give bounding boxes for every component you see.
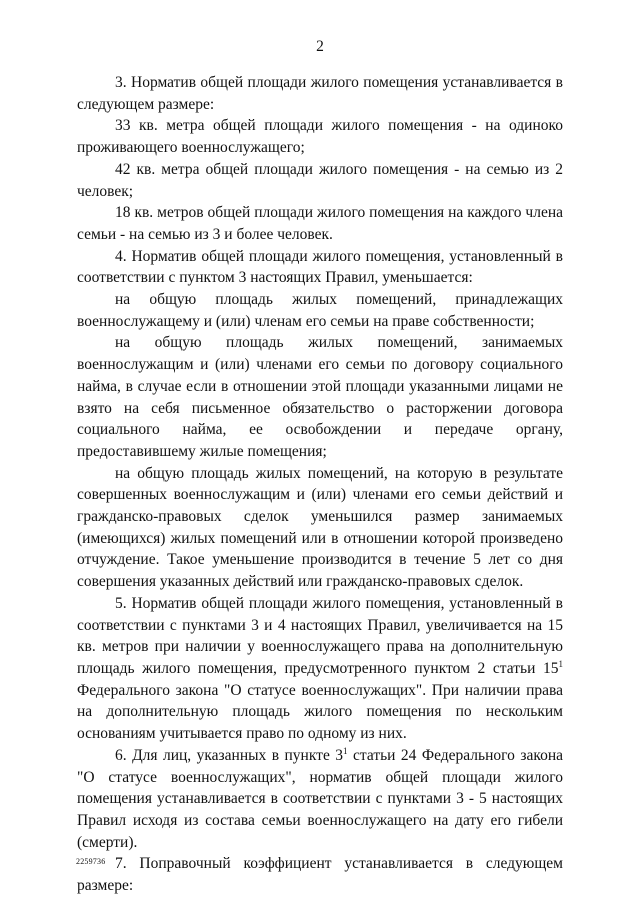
paragraph-3-two-persons: 42 кв. метра общей площади жилого помещения - на семью из 2 человек; (77, 160, 563, 200)
paragraph-3-three-plus: 18 кв. метров общей площади жилого помещения на каждого члена семьи - на семью из 3 и более человек. (77, 204, 563, 243)
paragraph-3-single: 33 кв. метра общей площади жилого помещения - на одиноко проживающего военнослужащего; (77, 117, 563, 157)
document-body (77, 72, 563, 897)
paragraph-4-social-lease: на общую площадь жилых помещений, занимаемых военнослужащим и (или) членами его семьи по договору социального найма, в случае если в отношении этой площади указанными лицами не взято на себя письменное обязательство о расторжении договора социального найма, ее освобождении и передаче органу, предоставившему жилые помещения; (77, 334, 563, 460)
paragraph-5-part-1: 5. Норматив общей площади жилого помещения, установленный в соответствии с пунктами 3 и 4 настоящих Правил, увеличивается на 15 кв. метров при наличии у военнослужащего права на дополнительную площадь жилого помещения, предусмотренного пунктом 2 статьи 15 (77, 594, 563, 677)
paragraph-7-intro: 7. Поправочный коэффициент устанавливается в следующем размере: (77, 855, 563, 895)
paragraph-5-part-2: Федерального закона "О статусе военнослужащих". При наличии права на дополнительную площадь жилого помещения по нескольким основаниям учитывается право по одному из них. (77, 681, 563, 743)
paragraph-5-superscript: 1 (558, 658, 563, 669)
paragraph-4-intro: 4. Норматив общей площади жилого помещения, установленный в соответствии с пунктом 3 настоящих Правил, уменьшается: (77, 247, 563, 287)
paragraph-5 (77, 593, 563, 745)
paragraph-4-transactions: на общую площадь жилых помещений, на которую в результате совершенных военнослужащим и (или) членами его семьи действий и гражданско-правовых сделок уменьшился размер занимаемых (имеющихся) жилых помещений или в отношении которой произведено отчуждение. Такое уменьшение производится в течение 5 лет со дня совершения указанных действий или гражданско-правовых сделок. (77, 464, 563, 591)
paragraph-4-ownership: на общую площадь жилых помещений, принадлежащих военнослужащему и (или) членам его семьи на праве собственности; (77, 291, 563, 330)
paragraph-3-intro: 3. Норматив общей площади жилого помещения устанавливается в следующем размере: (77, 74, 563, 113)
document-id: 2259736 (76, 857, 106, 866)
paragraph-6-part-2: статьи 24 Федерального закона "О статусе военнослужащих", норматив общей площади жилого помещения устанавливается в соответствии с пунктами 3 - 5 настоящих Правил исходя из состава семьи военнослужащего на дату его гибели (смерти). (77, 746, 563, 851)
page-number: 2 (316, 38, 324, 55)
paragraph-6-part-1: 6. Для лиц, указанных в пункте 3 (115, 746, 344, 764)
paragraph-6 (77, 745, 563, 854)
paragraph-6-superscript: 1 (343, 745, 348, 756)
